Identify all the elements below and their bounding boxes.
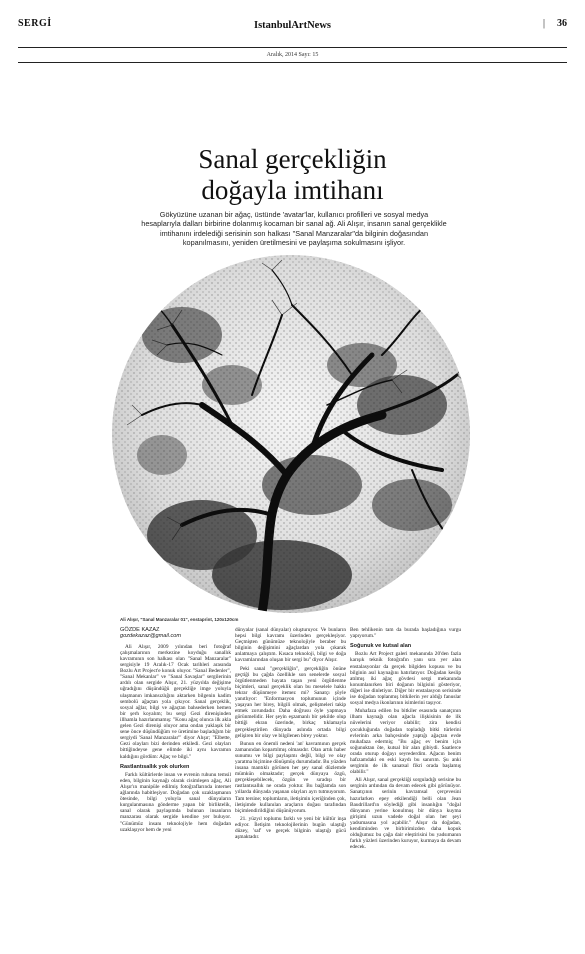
- subheading: Soğunuk ve kutsal alan: [350, 643, 412, 650]
- author-block: [120, 627, 231, 640]
- photo-caption: Ali Alışır, "Sanal Manzaralar 01", enstaprint, 120x120cm: [120, 617, 239, 622]
- paragraph: dünyalar (sanal dünyalar) oluşturuyor. Ve bunların hepsi bilgi kavramı üzerinden gerçekleşiyor. Geçmişten günümüze teknolojiyle beraber bu bilginin değişimini ağaçlardan yola çıkarak anlatmaya çalıştım. Kısaca teknoloji, bilgi ve doğa kavramlarından oluşan bir sergi bu" diyor Alışır.: [235, 627, 346, 664]
- paragraph: 21. yüzyıl toplumu farklı ve yeni bir kültür inşa ediyor. İletişim teknolojilerinin bugün ulaştığı düzey, 'saf' ve gerçek bilginin ulaştığı gücü aşmaktadır.: [235, 815, 346, 841]
- paragraph: Ali Alışır, sanal gerçekliği sorguladığı serisine bu serginin ardından da devam edecek gibi görünüyor. Sanatçının serinin kavramsal çerçevesini hazırlarken epey etkilendiği belli olan Jean Baudrillard'ın söylediği gibi insanlığın "doğal dünyanın yerine konulmuş bir dünya kuyma girişimi uzun vadede doğal olan her şeyi yadsımasına yol açabilir." Alışır da doğadan, kendiminden ve birbirimizden daha kopuk olduğumuz bu çağa dair eleştirisini bu yadsımanın farklı yüzleri üzerinden kuruyor, kurmaya da devam edecek.: [350, 777, 461, 851]
- publication-name: IstanbulArtNews: [253, 20, 331, 31]
- headline-line-2: doğayla imtihanı: [201, 175, 384, 205]
- paragraph: Muhafaza edilen bu bitkiler esasında sanatçının ilham kaynağı olan ağacla ilişkisinin de ilk nüvelerini veriyor olabilir; zira kendisi çocukluğunda doğadan topladığı bitki türlerini evlerinin arka bahçesinde yaptığı ağaçtan evde muhafaza edermiş; "Bu ağaç ev benim için soğunuktan öte, kutsal bir alan gibiydi. Saatlerce orada oturup doğayı seyrederdim. Ağacın benim hafızamdaki en eski kaydı bu sanırım. Şu anki sergimin de ilk sanatsal fikri orada başlamış olabilir.": [350, 708, 461, 776]
- article-column-3: [350, 627, 461, 852]
- dateline: Aralık, 2014 Sayı: 15: [266, 52, 319, 58]
- tree-artwork-image: [112, 255, 470, 613]
- article-lede: Gökyüzüne uzanan bir ağaç, üstünde 'avatar'lar, kullanıcı profilleri ve sosyal medya hesaplarıyla dalları birbirine dolanmış kocaman bir sanal ağ. Ali Alışır, insanın sanal gerçeklikle imtihanını irdelediği serisinin son halkası "Sanal Manzaralar"da bilginin doğasından kopanılmasını, yeniden üretilmesini ve paylaşıma sokulmasını işliyor.: [141, 210, 447, 247]
- article-column-1: [120, 627, 231, 835]
- header-rule-top: [18, 47, 567, 48]
- section-label: SERGİ: [18, 18, 52, 29]
- paragraph: Bozlu Art Project galeri mekanında 20'den fazla karışık teknik fotoğrafın yanı sıra yer alan enstalasyonlar da gerçek bilgiden kopusu ve bu bilginin asıl kaynağını hatırlatıyor. Doğadan keslip atılmış iki ağaç gövdesi sergi mekanında konumlanırken biri doğanın bilgisini gösteriyor, diğeri ise dinletiyor. Diğer bir enstalasyon serisinde ise doğadan toplanmış bitkilerin yer aldığı fanuslar sosyal medya ikonlarının isimlerini taşıyor.: [350, 651, 461, 707]
- header-separator: |: [542, 18, 545, 29]
- artwork-photo: [112, 255, 470, 613]
- subheading: Rastlantısallık yok olurken: [120, 763, 190, 770]
- paragraph: Peki sanal "gerçekliğin", gerçekliğin önüne geçtiği bu çağda özellikle son senelerde sosyal örgütlenmeden hayata taşan yeni örgütlenme biçimleri, sanal gerçeklik olan bu meselele hakkı tekrar düşünmeye itemez mi? Sanatçı şöyle yanıtlıyor: "Enformasyon toplumunun içinde yaşayan her birey, bilgili olmak, gelişmeleri takip etmek zorundadır. Daha doğrusu öyle yapmaya görünmelidir. Her şeyin eşzamanlı bir şekilde olup bittiği ekran üzerinde, birkaç tıklamayla gerçekleştirilen dünyada aslında ortada bilgi gelişiren bir olay ve bilgilenen birey yoktur.: [235, 665, 346, 739]
- author-email[interactable]: gozdekazaz@gmail.com: [120, 633, 182, 640]
- paragraph: Ben tehlikenin tam da burada başladığına vurgu yapıyorum.": [350, 627, 461, 640]
- paragraph: Ali Alışır, 2009 yılından beri fotoğraf çalışmalarının merkezine koyduğu sanallık kavramının son halkası olan "Sanal Manzaralar" sergisiyle 19 Aralık-17 Ocak tarihleri arasında Bozlu Art Project'e konuk oluyor. "Sanal Bedenler", "Sanal Mekanlar" ve "Sanal Savaşlar" sergilerinin ardılı olan sergide Alışır, 21. yüzyılda değişime uğradığını düşündüğü gerçekliğe imge yoluyla ulaşmanın imkansızlığını aktarken bilgenin kadim sembolü ağaçtan yola çıkıyor. Sanal gerçeklik, sosyal ağlar, bilgi ve ağaçtan bahsederken hemen bir şerh koyalım; bu sergi Gezi direnişinden illhamla hazırlanmamış: "Konu ağaç olunca ilk akla gelen Gezi direnişi oluyor ama ondan yaklaşık bir sene önce düşündüğüm ve üretimine başladığım bir sergiydi 'Sanal Manzaralar'" diyor Alışır; "Elbette, Gezi olayları bizi derinden etkiledi. Gezi olayları bittiğindeyse gene elimde iki aynı kavramın kaldığını gördüm: Ağaç ve bilgi.": [120, 643, 231, 760]
- paragraph: Farklı kültürlerde insan ve evrenin ruhunu temsil eden, bilginin kaynağı olarak cisimleşen ağaç, Ali Alışır'ın manipüle edilmiş fotoğraflarında internet ağlarında habitleşiyor. Doğadan çok uzaklaşmanın ötesinde, bilgi yoluyla sanal dünyaların kurgulanmasına gönderme yapan bir birliktelik, sanal olarak paylaşımda bulunan insanların manzarası olarak sergide kendine yer buluyor. "Günümüz insanı teknolojiyle hem doğadan uzaklaşıyor hem de yeni: [120, 771, 231, 833]
- page-number-block: [543, 18, 567, 29]
- author-name: GÖZDE KAZAZ: [120, 627, 160, 633]
- article-headline: [0, 144, 585, 206]
- headline-line-1: Sanal gerçekliğin: [198, 144, 387, 174]
- article-column-2: [235, 627, 346, 842]
- header-rule-bottom: [18, 62, 567, 63]
- page-number: 36: [557, 18, 567, 29]
- paragraph: Bunun en önemli nedeni 'an' kavramının gerçek zamanından kopartılmış olmasıdır. Olan artık haber sunumu ve bilgi paylaşımı değil, bilgi ve olay yaratma biçimine dönüşmüş durumdadır. Bu yüzden insana mantıklı görünen her şey sanal düzlemde mümkün olmaktadır; gerçek dünyaya özgü, gerçekleşebilecek, özgün ve sıradışı bir rastlantısallık ne orada yoktur. Bu bağlamda son yıllarda dünyada yaşanan olayları ayrı tutmuyorum. Tam tersine; toplumların, iletişimin içeriğinden çok, iletişimde kullanılan araçların doğası tarafından biçimlendirildiğini düşünüyorum.: [235, 740, 346, 814]
